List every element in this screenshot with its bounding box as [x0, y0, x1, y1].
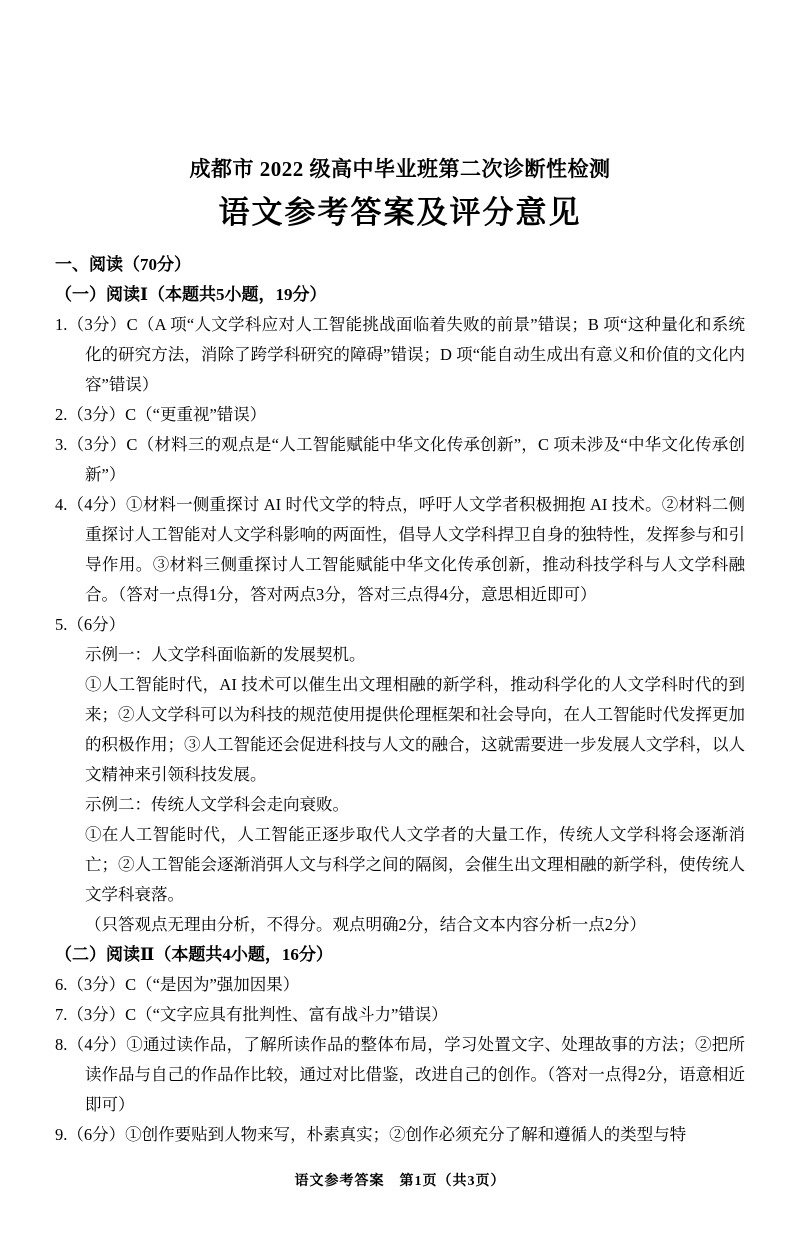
- paragraph-sub: 示例一：人文学科面临新的发展契机。: [85, 645, 366, 664]
- paragraph-subsection: （二）阅读Ⅱ（本题共4小题，16分）: [55, 945, 333, 964]
- paragraph-section: 一、阅读（70分）: [55, 255, 191, 274]
- document-header: [0, 0, 800, 232]
- exam-subtitle: 成都市 2022 级高中毕业班第二次诊断性检测: [189, 157, 611, 181]
- paragraph-item: 5.（6分）: [55, 615, 126, 634]
- paragraph-item: 4.（4分）①材料一侧重探讨 AI 时代文学的特点，呼吁人文学者积极拥抱 AI 技术。②材料二侧重探讨人工智能对人文学科影响的两面性，倡导人文学科捍卫自身的独特性，发挥参与和引导作用。③材料三侧重探讨人工智能赋能中华文化传承创新，推动科技学科与人文学科融合。（答对一点得1分，答对两点3分，答对三点得4分，意思相近即可）: [55, 495, 745, 604]
- paragraph-sub: （只答观点无理由分析，不得分。观点明确2分，结合文本内容分析一点2分）: [85, 915, 646, 934]
- document-title: 语文参考答案及评分意见: [218, 195, 582, 230]
- paragraph-item: 6.（3分）C（“是因为”强加因果）: [55, 975, 300, 994]
- page-footer: 语文参考答案 第1页（共3页）: [294, 1174, 506, 1189]
- paragraph-item: 2.（3分）C（“更重视”错误）: [55, 405, 267, 424]
- paragraph-item: 1.（3分）C（A 项“人文学科应对人工智能挑战面临着失败的前景”错误；B 项“这种量化和系统化的研究方法，消除了跨学科研究的障碍”错误；D 项“能自动生成出有意义和价值的文化内容”错误）: [55, 315, 745, 394]
- paragraph-sub: 示例二：传统人文学科会走向衰败。: [85, 795, 349, 814]
- paragraph-subsection: （一）阅读Ⅰ（本题共5小题，19分）: [55, 285, 327, 304]
- paragraph-item: 8.（4分）①通过读作品，了解所读作品的整体布局，学习处置文字、处理故事的方法；②把所读作品与自己的作品作比较，通过对比借鉴，改进自己的创作。（答对一点得2分，语意相近即可）: [55, 1035, 745, 1114]
- answer-content: [55, 250, 745, 1150]
- paragraph-sub: ①在人工智能时代，人工智能正逐步取代人文学者的大量工作，传统人文学科将会逐渐消亡；②人工智能会逐渐消弭人文与科学之间的隔阂，会催生出文理相融的新学科，使传统人文学科衰落。: [85, 825, 745, 904]
- paragraph-item: 3.（3分）C（材料三的观点是“人工智能赋能中华文化传承创新”，C 项未涉及“中华文化传承创新”）: [55, 435, 745, 484]
- paragraph-item: 7.（3分）C（“文字应具有批判性、富有战斗力”错误）: [55, 1005, 448, 1024]
- paragraph-item: 9.（6分）①创作要贴到人物来写，朴素真实；②创作必须充分了解和遵循人的类型与特: [55, 1125, 687, 1144]
- paragraph-sub: ①人工智能时代，AI 技术可以催生出文理相融的新学科，推动科学化的人文学科时代的到来；②人文学科可以为科技的规范使用提供伦理框架和社会导向，在人工智能时代发挥更加的积极作用；③人工智能还会促进科技与人文的融合，这就需要进一步发展人文学科，以人文精神来引领科技发展。: [85, 675, 745, 784]
